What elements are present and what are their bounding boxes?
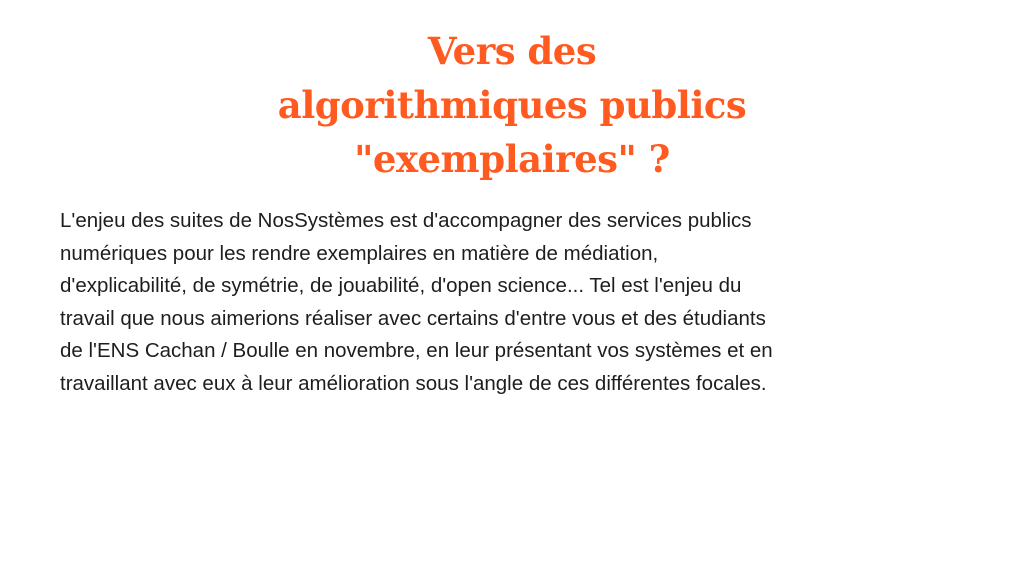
slide-body-paragraph — [60, 205, 960, 400]
title-line-3: "exemplaires" ? — [354, 137, 670, 181]
body-line-1: L'enjeu des suites de NosSystèmes est d'accompagner des services publics — [60, 209, 752, 232]
slide-title — [0, 24, 1024, 186]
title-line-1: Vers des — [427, 29, 597, 73]
body-line-6: travaillant avec eux à leur amélioration sous l'angle de ces différentes focales. — [60, 371, 767, 395]
body-line-5: de l'ENS Cachan / Boulle en novembre, en leur présentant vos systèmes et en — [60, 339, 773, 362]
body-line-2: numériques pour les rendre exemplaires en matière de médiation, — [60, 241, 659, 265]
body-line-4: travail que nous aimerions réaliser avec certains d'entre vous et des étudiants — [60, 306, 766, 330]
body-line-3: d'explicabilité, de symétrie, de jouabilité, d'open science... Tel est l'enjeu du — [60, 274, 742, 297]
title-line-2: algorithmiques publics — [277, 83, 747, 127]
